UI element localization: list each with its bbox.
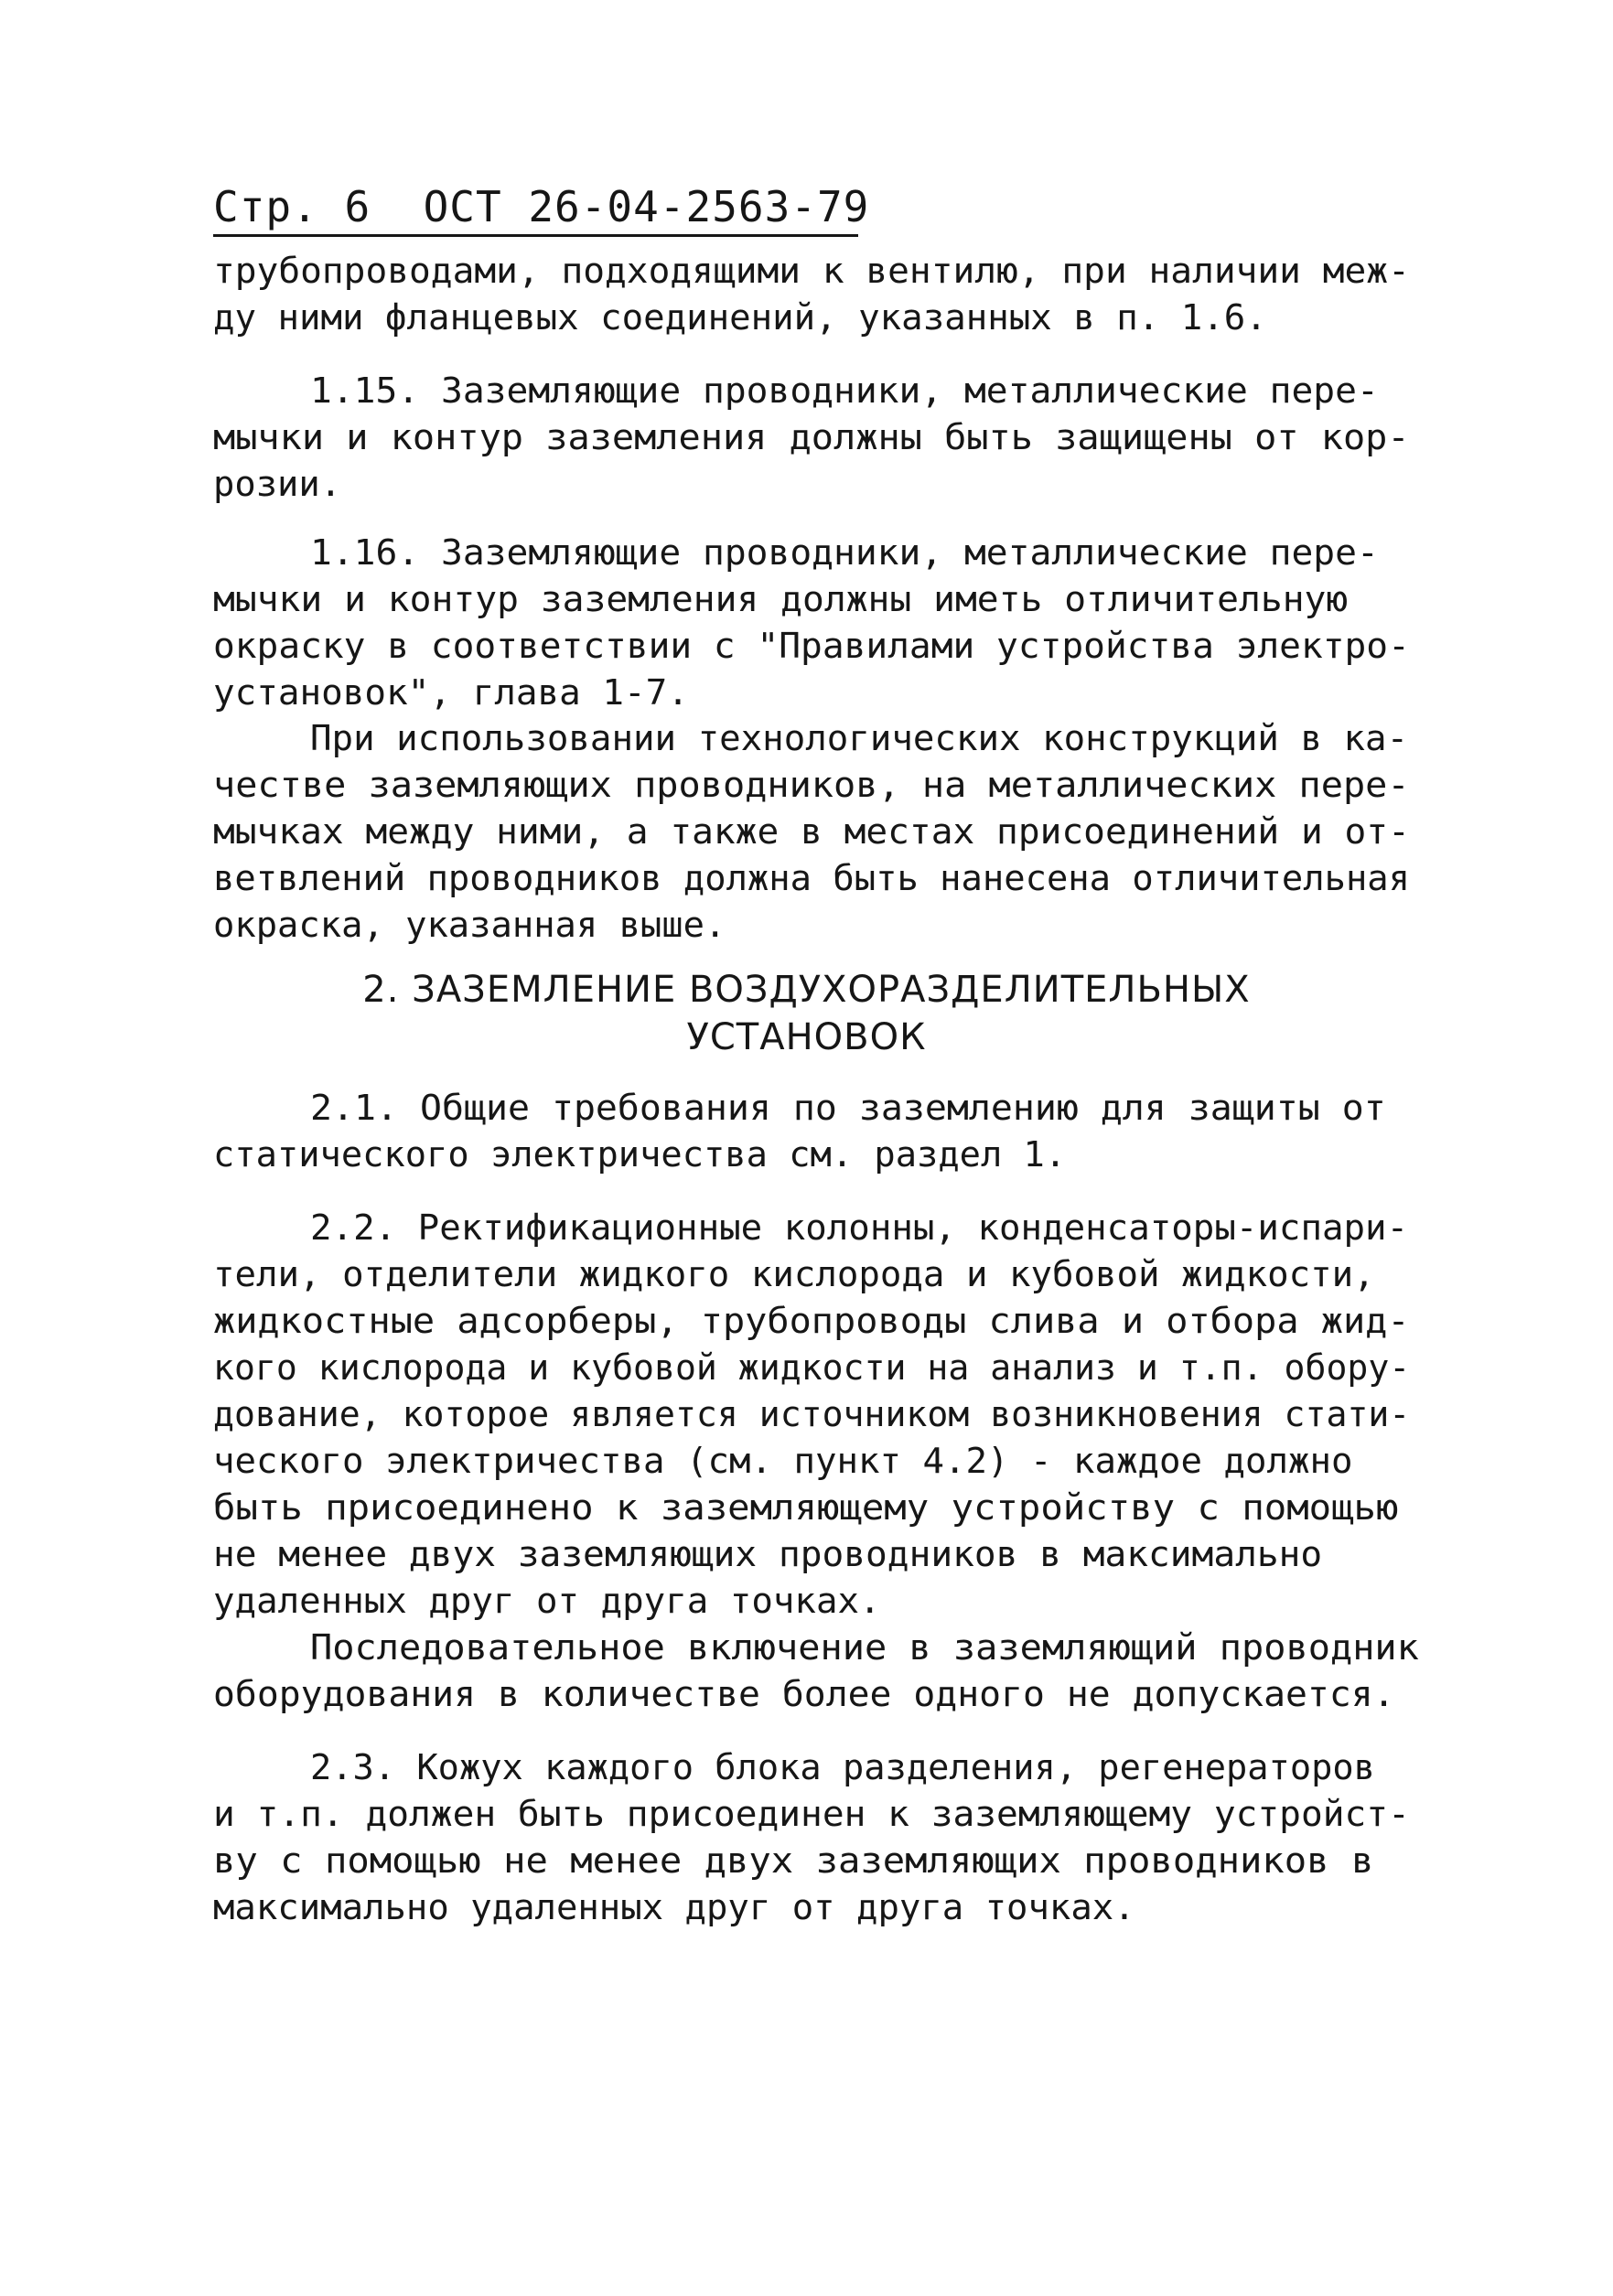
text-line: статического электричества см. раздел 1. [213, 1134, 1067, 1175]
header-underline [213, 234, 858, 237]
text-line: 1.15. Заземляющие проводники, металлические пере- [310, 370, 1379, 412]
text-line: 1.16. Заземляющие проводники, металлические пере- [310, 532, 1379, 574]
text-line: честве заземляющих проводников, на металлических пере- [213, 765, 1410, 806]
text-line: быть присоединено к заземляющему устройству с помощью [213, 1487, 1399, 1529]
text-line: установок", глава 1-7. [213, 672, 689, 713]
text-line: При использовании технологических конструкций в ка- [310, 718, 1409, 759]
text-line: ветвлений проводников должна быть нанесена отличительная [213, 858, 1411, 899]
section-heading-line2: УСТАНОВОК [686, 1016, 927, 1058]
text-line: мычки и контур заземления должны быть защищены от кор- [213, 417, 1410, 458]
text-line: ву с помощью не менее двух заземляющих проводников в [213, 1840, 1374, 1882]
text-line: тели, отделители жидкого кислорода и кубовой жидкости, [213, 1254, 1375, 1295]
text-line: ческого электричества (см. пункт 4.2) - каждое должно [213, 1441, 1353, 1482]
text-line: 2.2. Ректификационные колонны, конденсаторы-испари- [310, 1207, 1409, 1249]
standard-code: ОСТ 26-04-2563-79 [423, 182, 870, 231]
text-line: максимально удаленных друг от друга точках. [213, 1887, 1135, 1928]
text-line: окраску в соответствии с "Правилами устройства электро- [213, 626, 1410, 667]
text-line: окраска, указанная выше. [213, 905, 726, 946]
text-line: Последовательное включение в заземляющий проводник [310, 1627, 1419, 1668]
text-line: мычки и контур заземления должны иметь отличительную [213, 579, 1349, 620]
text-line: жидкостные адсорберы, трубопроводы слива и отбора жид- [213, 1301, 1410, 1342]
page-header [213, 181, 869, 232]
page-number-label: Стр. 6 [213, 182, 371, 231]
text-line: 2.1. Общие требования по заземлению для защиты от [310, 1088, 1386, 1129]
text-line: не менее двух заземляющих проводников в максимально [213, 1534, 1323, 1575]
text-line: ду ними фланцевых соединений, указанных в п. 1.6. [213, 297, 1267, 338]
text-line: трубопроводами, подходящими к вентилю, при наличии меж- [213, 251, 1410, 292]
text-line: дование, которое является источником возникновения стати- [213, 1394, 1411, 1435]
text-line: мычках между ними, а также в местах присоединений и от- [213, 811, 1410, 853]
text-line: розии. [213, 464, 342, 505]
text-line: кого кислорода и кубовой жидкости на анализ и т.п. обору- [213, 1347, 1411, 1389]
text-line: 2.3. Кожух каждого блока разделения, регенераторов [310, 1747, 1375, 1788]
text-line: оборудования в количестве более одного не допускается. [213, 1674, 1395, 1715]
text-line: удаленных друг от друга точках. [213, 1581, 881, 1622]
text-line: и т.п. должен быть присоединен к заземляющему устройст- [213, 1794, 1410, 1835]
section-heading-line1: 2. ЗАЗЕМЛЕНИЕ ВОЗДУХОРАЗДЕЛИТЕЛЬНЫХ [362, 969, 1251, 1011]
